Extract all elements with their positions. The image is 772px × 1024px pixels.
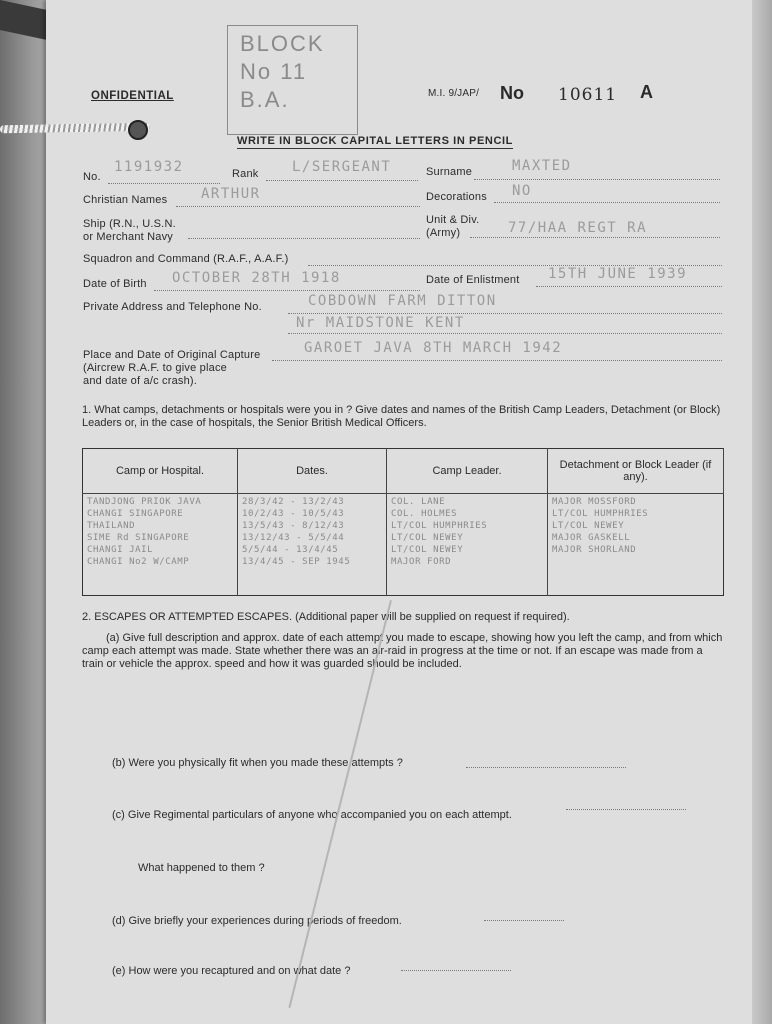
address-rule-2 xyxy=(288,333,722,334)
serial-suffix: A xyxy=(640,82,653,102)
surname-rule xyxy=(474,179,720,180)
rank-rule xyxy=(266,180,418,181)
enlistment-rule xyxy=(536,286,722,287)
dates-cell[interactable]: 10/2/43 - 10/5/43 xyxy=(242,509,345,519)
ship-label-2: or Merchant Navy xyxy=(83,231,174,243)
serial-number: 10611 xyxy=(558,85,618,105)
decorations-label: Decorations xyxy=(426,191,487,203)
question-2-title: 2. ESCAPES OR ATTEMPTED ESCAPES. (Additional paper will be supplied on request if required). xyxy=(82,611,570,623)
address-line-1[interactable]: COBDOWN FARM DITTON xyxy=(308,293,497,309)
number-label: No xyxy=(500,83,524,103)
capture-value[interactable]: GAROET JAVA 8TH MARCH 1942 xyxy=(304,340,563,356)
camp-cell[interactable]: CHANGI No2 W/CAMP xyxy=(87,557,190,567)
no-rule xyxy=(108,183,220,184)
question-2a-text: (a) Give full description and approx. date of each attempt you made to escape, showing how you left the camp, and from which camp each attempt was made. State whether there was an air-raid in progress at the time or not. If an escape was made from a train or vehicle the approx. speed and how it was guarded should be included. xyxy=(82,632,723,670)
surname-label: Surname xyxy=(426,166,473,178)
dob-label: Date of Birth xyxy=(83,278,147,290)
christian-names-value[interactable]: ARTHUR xyxy=(201,186,261,202)
table-header-row xyxy=(83,449,724,494)
document-page xyxy=(46,0,752,1024)
christian-names-label: Christian Names xyxy=(83,194,168,206)
camp-cell[interactable]: TANDJONG PRIOK JAVA xyxy=(87,497,202,507)
rank-value[interactable]: L/SERGEANT xyxy=(292,159,392,175)
camp-cell[interactable]: SIME Rd SINGAPORE xyxy=(87,533,190,543)
enlistment-value[interactable]: 15TH JUNE 1939 xyxy=(548,266,688,282)
dates-column xyxy=(238,494,387,596)
capture-label-3: and date of a/c crash). xyxy=(83,375,198,387)
col-detachment-header: Detachment or Block Leader (if any). xyxy=(548,449,724,494)
question-2d-text: (d) Give briefly your experiences during periods of freedom. xyxy=(112,915,402,927)
dates-cell[interactable]: 28/3/42 - 13/2/43 xyxy=(242,497,345,507)
col-leader-header: Camp Leader. xyxy=(387,449,548,494)
grommet-icon xyxy=(128,120,148,140)
decorations-rule xyxy=(494,202,720,203)
question-2e-text: (e) How were you recaptured and on what date ? xyxy=(112,965,351,977)
dob-value[interactable]: OCTOBER 28TH 1918 xyxy=(172,270,341,286)
camp-cell[interactable]: CHANGI SINGAPORE xyxy=(87,509,184,519)
detachment-cell[interactable]: LT/COL NEWEY xyxy=(552,521,625,531)
capture-rule xyxy=(272,360,722,361)
camp-cell[interactable]: THAILAND xyxy=(87,521,136,531)
leader-column xyxy=(387,494,548,596)
dates-cell[interactable]: 5/5/44 - 13/4/45 xyxy=(242,545,339,555)
stamp-line-3: B.A. xyxy=(240,87,290,112)
address-rule-1 xyxy=(288,313,722,314)
dob-rule xyxy=(154,290,420,291)
page-edge xyxy=(752,0,772,1024)
question-2c-rule xyxy=(566,809,686,810)
dates-cell[interactable]: 13/12/43 - 5/5/44 xyxy=(242,533,345,543)
confidential-label: ONFIDENTIAL xyxy=(91,90,174,102)
leader-cell[interactable]: LT/COL HUMPHRIES xyxy=(391,521,488,531)
detachment-cell[interactable]: MAJOR GASKELL xyxy=(552,533,631,543)
question-2d-rule xyxy=(484,920,564,921)
dates-cell[interactable]: 13/5/43 - 8/12/43 xyxy=(242,521,345,531)
capture-label-2: (Aircrew R.A.F. to give place xyxy=(83,362,227,374)
camps-table xyxy=(82,448,724,596)
surname-value[interactable]: MAXTED xyxy=(512,158,572,174)
question-2b-text: (b) Were you physically fit when you made these attempts ? xyxy=(112,757,403,769)
camp-column xyxy=(83,494,238,596)
no-value[interactable]: 1191932 xyxy=(114,159,184,175)
camp-cell[interactable]: CHANGI JAIL xyxy=(87,545,154,555)
ship-label-1: Ship (R.N., U.S.N. xyxy=(83,218,176,230)
question-2c-text: (c) Give Regimental particulars of anyone who accompanied you on each attempt. xyxy=(112,809,512,821)
stamp-line-1: BLOCK xyxy=(240,31,325,56)
block-stamp xyxy=(227,25,358,135)
capture-label-1: Place and Date of Original Capture xyxy=(83,349,261,361)
decorations-value[interactable]: NO xyxy=(512,183,532,199)
detachment-column xyxy=(548,494,724,596)
leader-cell[interactable]: LT/COL NEWEY xyxy=(391,545,464,555)
question-2e-rule xyxy=(401,970,511,971)
stamp-line-2: No 11 xyxy=(240,59,308,84)
enlistment-label: Date of Enlistment xyxy=(426,274,520,286)
address-line-2[interactable]: Nr MAIDSTONE KENT xyxy=(296,315,465,331)
detachment-cell[interactable]: MAJOR SHORLAND xyxy=(552,545,637,555)
leader-cell[interactable]: MAJOR FORD xyxy=(391,557,452,567)
pencil-instruction: WRITE IN BLOCK CAPITAL LETTERS IN PENCIL xyxy=(237,135,513,147)
question-2b-rule xyxy=(466,767,626,768)
form-code: M.I. 9/JAP/ xyxy=(428,88,480,99)
unit-rule xyxy=(470,237,720,238)
leader-cell[interactable]: LT/COL NEWEY xyxy=(391,533,464,543)
unit-label-2: (Army) xyxy=(426,227,461,239)
christian-names-rule xyxy=(176,206,420,207)
dates-cell[interactable]: 13/4/45 - SEP 1945 xyxy=(242,557,351,567)
question-2c-followup: What happened to them ? xyxy=(138,862,265,874)
ship-rule xyxy=(188,238,420,239)
table-body-row xyxy=(83,494,724,596)
col-dates-header: Dates. xyxy=(238,449,387,494)
address-label: Private Address and Telephone No. xyxy=(83,301,262,313)
col-camp-header: Camp or Hospital. xyxy=(83,449,238,494)
no-label: No. xyxy=(83,171,101,183)
detachment-cell[interactable]: LT/COL HUMPHRIES xyxy=(552,509,649,519)
leader-cell[interactable]: COL. HOLMES xyxy=(391,509,458,519)
squadron-label: Squadron and Command (R.A.F., A.A.F.) xyxy=(83,253,289,265)
detachment-cell[interactable]: MAJOR MOSSFORD xyxy=(552,497,637,507)
leader-cell[interactable]: COL. LANE xyxy=(391,497,446,507)
rank-label: Rank xyxy=(232,168,259,180)
question-1-text: 1. What camps, detachments or hospitals were you in ? Give dates and names of the British Camp Leaders, Detachment (or Block) Leaders or, in the case of hospitals, the Senior British Medical Officers. xyxy=(82,404,721,429)
unit-label-1: Unit & Div. xyxy=(426,214,480,226)
unit-value[interactable]: 77/HAA REGT RA xyxy=(508,220,648,236)
